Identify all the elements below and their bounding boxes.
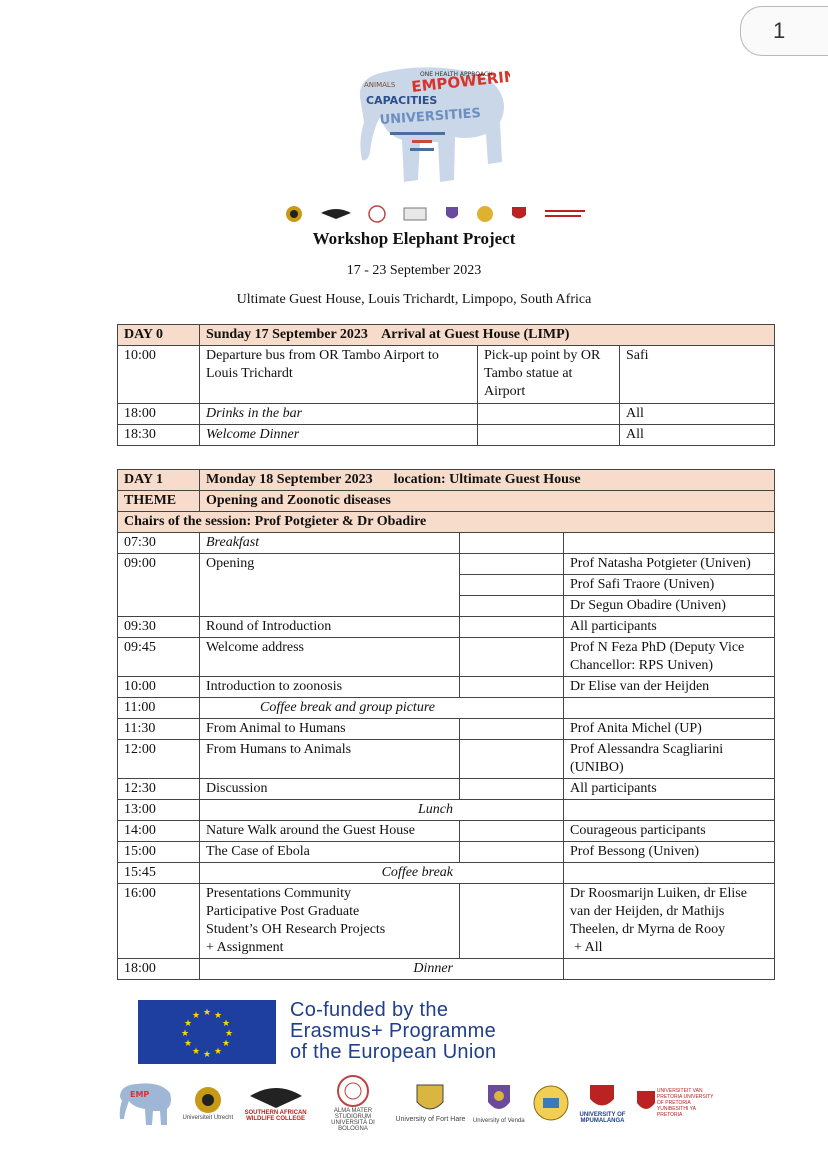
time-cell: 12:30 [118,779,200,800]
mpumalanga-logo-icon [476,205,494,223]
time-cell: 18:00 [118,404,200,425]
partner-logos-bottom [115,1075,715,1130]
day1-label: DAY 1 [118,470,200,491]
fort-hare-logo [395,1082,465,1123]
activity-cell: Welcome Dinner [200,425,478,446]
activity-cell: The Case of Ebola [200,842,460,863]
who-cell: Prof Anita Michel (UP) [564,719,775,740]
pretoria-name: UNIVERSITEIT VAN PRETORIA UNIVERSITY OF PRETORIA YUNIBESITHI YA PRETORIA [656,1087,714,1118]
who-text: Dr Roosmarijn Luiken, dr Elise van der Heijden, dr Mathijs Theelen, dr Myrna de Rooy [570,886,747,937]
day0-heading: Sunday 17 September 2023 Arrival at Guest House (LIMP) [200,325,775,346]
time-cell: 09:45 [118,638,200,677]
who-cell [564,698,775,719]
time-cell: 15:45 [118,863,200,884]
who-cell: All [620,425,775,446]
bologna-name: ALMA MATER STUDIORUM UNIVERSITÀ DI BOLOGNA [331,1107,375,1132]
activity-cell: Round of Introduction [200,617,460,638]
empty-cell [460,575,564,596]
chairs-text: Chairs of the session: Prof Potgieter & Dr Obadire [118,512,775,533]
utrecht-logo [182,1085,233,1121]
place-cell: Pick-up point by OR Tambo statue at Airport [478,346,620,404]
activity-cell: Lunch [200,800,564,821]
who-cell: Safi [620,346,775,404]
activity-cell: Dinner [200,959,564,980]
day0-header-row [118,325,775,346]
empty-cell [460,719,564,740]
activity-cell: Discussion [200,779,460,800]
utrecht-name: Universiteit Utrecht [182,1114,234,1121]
mpumalanga-crest-logo [532,1084,570,1122]
time-cell: 11:30 [118,719,200,740]
page-number-badge [740,6,828,56]
activity-cell: Opening [200,554,460,617]
day1-chairs-row [118,512,775,533]
partner-logo-strip-top [285,200,585,228]
empty-cell [460,842,564,863]
pretoria-crest-icon [509,205,529,223]
activity-cell: Coffee break [200,863,564,884]
table-row [118,677,775,698]
fort-hare-name: University of Fort Hare [395,1116,466,1123]
place-cell [478,404,620,425]
who-cell [564,884,775,959]
logo-word-onehealth: ONE HEALTH APPROACH [420,71,493,78]
table-row [118,698,775,719]
activity-cell: Coffee break and group picture [200,698,564,719]
logo-word-universities: UNIVERSITIES [379,105,482,128]
time-cell: 10:00 [118,677,200,698]
empty-cell [460,554,564,575]
svg-text:★: ★ [213,1011,223,1021]
time-cell: 16:00 [118,884,200,959]
table-row [118,740,775,779]
who-cell: Dr Elise van der Heijden [564,677,775,698]
day1-schedule-table [117,469,775,980]
who-text-extra: + All [574,940,603,955]
who-cell: Dr Segun Obadire (Univen) [564,596,775,617]
table-row [118,842,775,863]
workshop-dates: 17 - 23 September 2023 [346,263,482,278]
time-cell: 07:30 [118,533,200,554]
activity-cell: Introduction to zoonosis [200,677,460,698]
elephant-logo [350,62,510,192]
who-cell: All participants [564,779,775,800]
table-row [118,617,775,638]
table-row [118,719,775,740]
who-cell: Prof Bessong (Univen) [564,842,775,863]
activity-cell: Breakfast [200,533,460,554]
who-cell: Courageous participants [564,821,775,842]
venda-name: University of Venda [472,1117,525,1124]
day1-theme-row [118,491,775,512]
who-cell [564,800,775,821]
day1-header-row [118,470,775,491]
funding-line-3: of the European Union [290,1041,497,1063]
logo-word-capacities: CAPACITIES [366,94,438,107]
table-row [118,863,775,884]
theme-label: THEME [118,491,200,512]
svg-text:EMP: EMP [130,1089,150,1099]
empty-cell [460,821,564,842]
time-cell: 18:00 [118,959,200,980]
table-row [118,779,775,800]
activity-cell: From Animal to Humans [200,719,460,740]
day1-heading: Monday 18 September 2023 location: Ultimate Guest House [200,470,775,491]
activity-cell: Departure bus from OR Tambo Airport to Louis Trichardt [200,346,478,404]
who-cell: Prof Alessandra Scagliarini (UNIBO) [564,740,775,779]
who-cell [564,959,775,980]
activity-cell: Nature Walk around the Guest House [200,821,460,842]
mpumalanga-name: UNIVERSITY OF MPUMALANGA [579,1111,626,1124]
svg-text:★: ★ [180,1029,190,1039]
eu-flag-icon [138,1000,276,1064]
funding-line-2: Erasmus+ Programme [290,1020,497,1042]
who-cell: Prof Safi Traore (Univen) [564,575,775,596]
workshop-title: Workshop Elephant Project [312,229,516,248]
bologna-logo [318,1074,388,1132]
theme-text: Opening and Zoonotic diseases [200,491,775,512]
venda-logo [473,1082,525,1124]
fort-hare-logo-icon [402,206,428,222]
sawc-logo [241,1084,311,1122]
table-row [118,425,775,446]
day0-label: DAY 0 [118,325,200,346]
funding-line-1: Co-funded by the [290,999,449,1021]
who-cell [564,533,775,554]
empty-cell [460,740,564,779]
logo-word-empowering: EMPOWERING [410,65,510,96]
svg-text:★: ★ [224,1029,234,1039]
empty-cell [460,596,564,617]
svg-text:★: ★ [202,1008,212,1018]
time-cell: 15:00 [118,842,200,863]
who-cell: All participants [564,617,775,638]
svg-text:★: ★ [213,1047,223,1057]
activity-text-extra: + Assignment [206,940,284,955]
svg-text:★: ★ [202,1050,212,1060]
time-cell: 11:00 [118,698,200,719]
svg-text:★: ★ [221,1019,231,1029]
activity-text: Presentations Community Participative Post Graduate Student’s OH Research Projects [206,886,386,937]
empty-cell [460,638,564,677]
table-row [118,884,775,959]
place-cell [478,425,620,446]
up-text-logo-icon [545,207,585,221]
table-row [118,959,775,980]
time-cell: 12:00 [118,740,200,779]
sawc-logo-icon [319,207,353,221]
eu-funding-text [290,1000,496,1063]
svg-text:★: ★ [191,1047,201,1057]
page-number: 1 [773,18,786,43]
logo-word-animals: ANIMALS [364,81,396,89]
activity-cell [200,884,460,959]
who-cell: All [620,404,775,425]
pretoria-logo [635,1088,715,1118]
empty-cell [460,677,564,698]
time-cell: 13:00 [118,800,200,821]
empty-cell [460,884,564,959]
utrecht-seal-icon [285,205,303,223]
day0-schedule-table [117,324,775,446]
time-cell: 09:00 [118,554,200,617]
sawc-name: SOUTHERN AFRICAN WILDLIFE COLLEGE [244,1109,307,1122]
bologna-seal-icon [368,205,386,223]
table-row [118,554,775,575]
table-row [118,346,775,404]
empty-cell [460,617,564,638]
activity-cell: Drinks in the bar [200,404,478,425]
elephant-logo-small [115,1079,175,1127]
eu-cofunding-block [138,1000,598,1066]
activity-cell: Welcome address [200,638,460,677]
who-cell [564,863,775,884]
who-cell: Prof Natasha Potgieter (Univen) [564,554,775,575]
svg-text:★: ★ [183,1039,193,1049]
time-cell: 10:00 [118,346,200,404]
empty-cell [460,533,564,554]
time-cell: 09:30 [118,617,200,638]
table-row [118,638,775,677]
table-row [118,533,775,554]
svg-text:★: ★ [183,1019,193,1029]
empty-cell [460,779,564,800]
table-row [118,404,775,425]
time-cell: 14:00 [118,821,200,842]
workshop-venue: Ultimate Guest House, Louis Trichardt, Limpopo, South Africa [236,292,592,307]
mpumalanga-logo [577,1082,627,1124]
table-row [118,800,775,821]
venda-crest-icon [444,205,460,223]
svg-text:★: ★ [221,1039,231,1049]
time-cell: 18:30 [118,425,200,446]
svg-text:★: ★ [191,1011,201,1021]
activity-cell: From Humans to Animals [200,740,460,779]
who-cell: Prof N Feza PhD (Deputy Vice Chancellor: RPS Univen) [564,638,775,677]
table-row [118,821,775,842]
